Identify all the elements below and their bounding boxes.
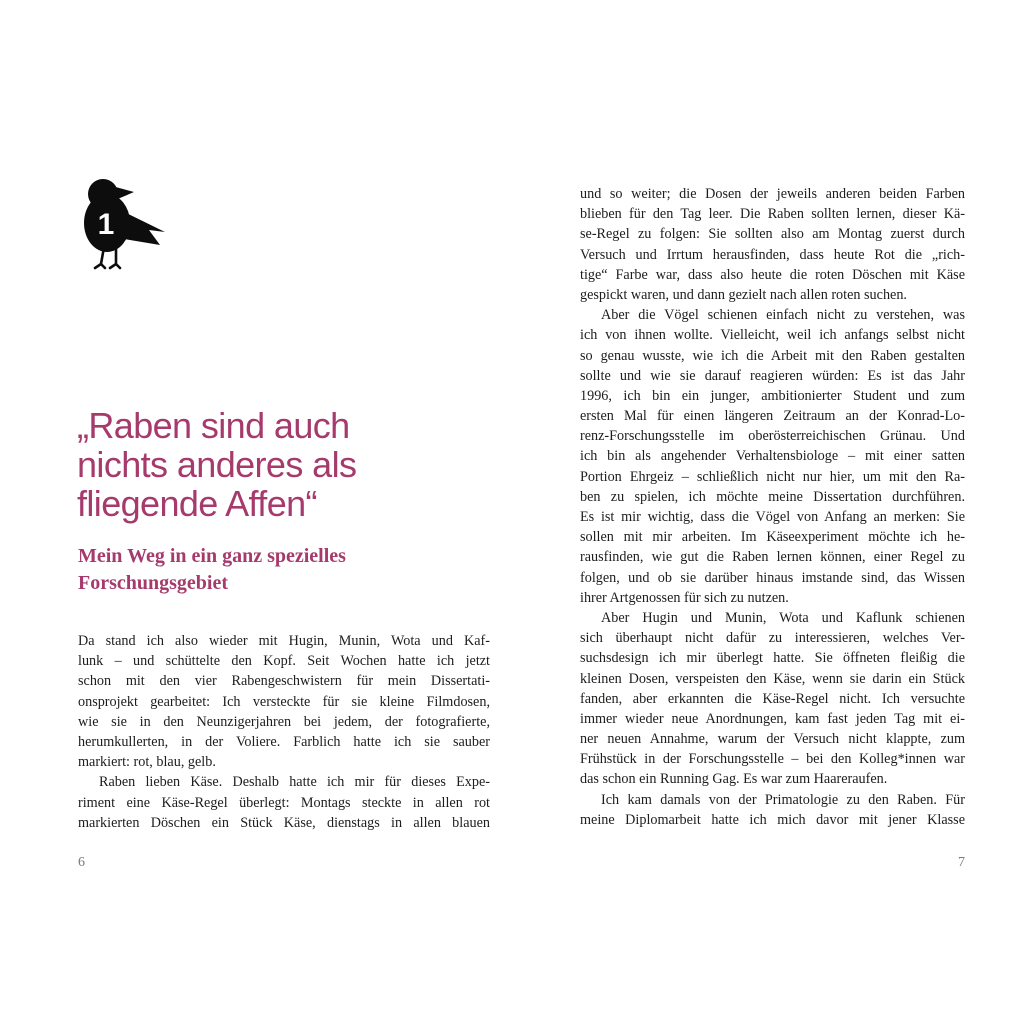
text-line: wie sie in den Neunzigerjahren bei jedem, der fotografierte, bbox=[78, 713, 490, 730]
text-line: ihrer Artgenossen für sich zu nutzen. bbox=[580, 589, 789, 606]
text-line: ich bin als angehender Verhaltensbiologe – mit einer satten bbox=[580, 448, 965, 465]
text-line: schon mit den vier Rabengeschwistern für mein Dissertati- bbox=[78, 673, 490, 690]
text-line: immer wieder neue Anordnungen, kam fast jeden Tag mit ei- bbox=[580, 710, 965, 727]
text-line: Versuch und Irrtum herausfinden, dass heute Rot die „rich- bbox=[580, 246, 965, 263]
chapter-heading bbox=[77, 406, 477, 523]
paragraph bbox=[580, 305, 965, 608]
text-line: blieben für den Tag leer. Die Raben sollten lernen, dieser Kä- bbox=[580, 206, 965, 223]
paragraph bbox=[78, 631, 490, 772]
paragraph bbox=[78, 772, 490, 833]
subtitle-line: Forschungsgebiet bbox=[78, 572, 228, 594]
text-line: ersten Mal für einen längeren Zeitraum an der Konrad-Lo- bbox=[580, 408, 965, 425]
paragraph bbox=[580, 790, 965, 830]
text-line: Ich kam damals von der Primatologie zu den Raben. Für bbox=[601, 791, 965, 808]
text-line: das schon ein Running Gag. Es war zum Haareraufen. bbox=[580, 771, 888, 788]
left-page-body-text bbox=[78, 631, 490, 833]
text-line: Frühstück in der Forschungsstelle – bei den Kolleg*innen war bbox=[580, 751, 965, 768]
text-line: gespickt waren, und dann gezielt nach allen roten suchen. bbox=[580, 286, 907, 303]
heading-line: nichts anderes als bbox=[77, 444, 357, 485]
chapter-subtitle bbox=[78, 543, 478, 597]
text-line: Raben lieben Käse. Deshalb hatte ich mir für dieses Expe- bbox=[99, 774, 490, 791]
page-number-left: 6 bbox=[78, 855, 85, 870]
text-line: fanden, aber erkannten die Käse-Regel nicht. Ich versuchte bbox=[580, 690, 965, 707]
text-line: Aber die Vögel schienen einfach nicht zu verstehen, was bbox=[601, 307, 965, 324]
text-line: sollte und wie sie darauf reagieren würden: Es ist das Jahr bbox=[580, 367, 965, 384]
text-line: herumkullerten, in der Voliere. Farblich hatte ich sie sauber bbox=[78, 733, 490, 750]
text-line: markierten Döschen ein Stück Käse, dienstags in allen blauen bbox=[78, 814, 490, 831]
heading-line: „Raben sind auch bbox=[77, 405, 350, 446]
text-line: Aber Hugin und Munin, Wota und Kaflunk schienen bbox=[601, 609, 965, 626]
text-line: riment eine Käse-Regel überlegt: Montags steckte in allen rot bbox=[78, 794, 490, 811]
paragraph bbox=[580, 608, 965, 790]
text-line: kleinen Dosen, verspeisten den Käse, wenn sie darin ein Stück bbox=[580, 670, 965, 687]
text-line: tige“ Farbe war, dass also heute die roten Döschen mit Käse bbox=[580, 266, 965, 283]
text-line: onsprojekt gearbeitet: Ich versteckte für sie kleine Filmdosen, bbox=[78, 693, 490, 710]
paragraph bbox=[580, 184, 965, 305]
heading-line: fliegende Affen“ bbox=[77, 483, 317, 524]
text-line: 1996, ich bin ein junger, ambitionierter Student und zum bbox=[580, 387, 965, 404]
chapter-number: 1 bbox=[97, 208, 115, 241]
text-line: rausfinden, wie gut die Raben lernen können, einer Regel zu bbox=[580, 549, 965, 566]
text-line: suchsdesign ich mir überlegt hatte. Sie öffneten fleißig die bbox=[580, 650, 965, 667]
text-line: sich überhaupt nicht dafür zu interessieren, welches Ver- bbox=[580, 630, 965, 647]
text-line: und so weiter; die Dosen der jeweils anderen beiden Farben bbox=[580, 186, 965, 202]
text-line: renz-Forschungsstelle im oberösterreichischen Grünau. Und bbox=[580, 428, 965, 445]
raven-silhouette-icon bbox=[76, 176, 168, 270]
text-line: meine Diplomarbeit hatte ich mich davor mit jener Klasse bbox=[580, 811, 965, 828]
text-line: ich von ihnen wollte. Vielleicht, weil ich anfangs selbst nicht bbox=[580, 327, 965, 344]
text-line: ner neuen Annahme, warum der Versuch nicht klappte, zum bbox=[580, 731, 965, 748]
text-line: se-Regel zu folgen: Sie sollten also am Montag zuerst durch bbox=[580, 226, 965, 243]
text-line: ben zu spielen, ich möchte meine Dissertation durchführen. bbox=[580, 488, 965, 505]
right-page-body-text bbox=[580, 184, 965, 830]
text-line: Portion Ehrgeiz – schließlich nicht nur hier, um mit den Ra- bbox=[580, 468, 965, 485]
text-line: markiert: rot, blau, gelb. bbox=[78, 754, 216, 771]
text-line: so genau wusste, wie ich die Arbeit mit den Raben gestalten bbox=[580, 347, 965, 364]
page-number-right: 7 bbox=[958, 855, 965, 870]
text-line: folgen, und ob sie darüber hinaus imstande sind, das Wissen bbox=[580, 569, 965, 586]
text-line: sollen mit mir arbeiten. Im Käseexperiment möchte ich he- bbox=[580, 529, 965, 546]
subtitle-line: Mein Weg in ein ganz spezielles bbox=[78, 545, 346, 567]
text-line: Es ist mir wichtig, dass die Vögel von Anfang an merken: Sie bbox=[580, 509, 965, 525]
text-line: lunk – und schüttelte den Kopf. Seit Wochen hatte ich jetzt bbox=[78, 653, 490, 670]
text-line: Da stand ich also wieder mit Hugin, Munin, Wota und Kaf- bbox=[78, 633, 490, 649]
